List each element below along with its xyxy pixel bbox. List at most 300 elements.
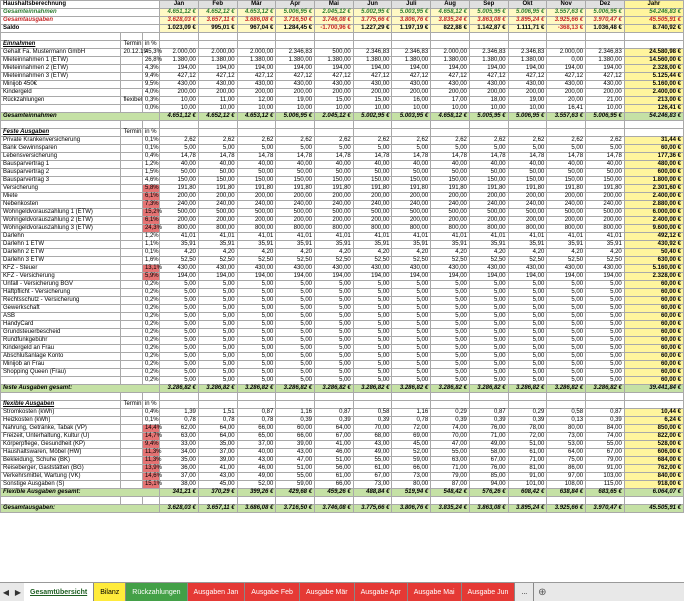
value-cell[interactable]: 14,78 bbox=[508, 153, 547, 161]
empty-cell[interactable] bbox=[198, 129, 237, 137]
termin-cell[interactable] bbox=[121, 329, 143, 337]
value-cell[interactable]: 5,00 bbox=[431, 297, 470, 305]
value-cell[interactable]: 41,01 bbox=[315, 233, 354, 241]
value-cell[interactable]: 194,00 bbox=[315, 65, 354, 73]
value-cell[interactable]: 5,00 bbox=[315, 321, 354, 329]
value-cell[interactable]: 0,39 bbox=[353, 417, 392, 425]
value-cell[interactable]: 50,00 bbox=[198, 169, 237, 177]
row-label[interactable]: Bekleidung, Schuhe (BK) bbox=[1, 457, 121, 465]
plus-circle-icon[interactable]: ⊕ bbox=[538, 586, 547, 598]
total-value[interactable]: 638,84 € bbox=[547, 489, 586, 497]
summary-value[interactable]: 3.863,08 € bbox=[469, 17, 508, 25]
percent-cell[interactable]: 0,4% bbox=[142, 409, 159, 417]
value-cell[interactable]: 2.346,83 bbox=[508, 49, 547, 57]
value-cell[interactable]: 72,00 bbox=[392, 425, 431, 433]
value-cell[interactable]: 50,00 bbox=[315, 169, 354, 177]
value-cell[interactable]: 97,00 bbox=[547, 473, 586, 481]
value-cell[interactable]: 12,00 bbox=[237, 97, 276, 105]
termin-cell[interactable] bbox=[121, 73, 143, 81]
value-cell[interactable]: 35,91 bbox=[198, 241, 237, 249]
value-cell[interactable]: 5,00 bbox=[508, 337, 547, 345]
total-value[interactable]: 39.441,84 € bbox=[624, 385, 683, 393]
value-cell[interactable]: 194,00 bbox=[586, 273, 625, 281]
value-cell[interactable]: 1,16 bbox=[276, 409, 315, 417]
termin-cell[interactable] bbox=[121, 193, 143, 201]
total-value[interactable]: 399,26 € bbox=[237, 489, 276, 497]
row-label[interactable]: Shopping Queen (Frau) bbox=[1, 369, 121, 377]
triangle-left-icon[interactable]: ◀ bbox=[2, 587, 10, 597]
value-cell[interactable]: 10,00 bbox=[315, 105, 354, 113]
value-cell[interactable]: 2.000,00 bbox=[237, 49, 276, 57]
value-cell[interactable]: 70,00 bbox=[353, 425, 392, 433]
value-cell[interactable]: 2,62 bbox=[469, 137, 508, 145]
value-cell[interactable]: 2,62 bbox=[586, 137, 625, 145]
value-cell[interactable]: 5,00 bbox=[160, 321, 199, 329]
total-value[interactable]: 3.557,63 € bbox=[547, 113, 586, 121]
value-cell[interactable]: 60,00 € bbox=[624, 305, 683, 313]
value-cell[interactable]: 492,12 € bbox=[624, 233, 683, 241]
value-cell[interactable]: 5,00 bbox=[586, 305, 625, 313]
value-cell[interactable]: 5,00 bbox=[469, 313, 508, 321]
value-cell[interactable]: 5,00 bbox=[237, 377, 276, 385]
total-value[interactable]: 3.286,82 € bbox=[276, 385, 315, 393]
value-cell[interactable]: 40,00 bbox=[237, 449, 276, 457]
value-cell[interactable]: 5,00 bbox=[198, 321, 237, 329]
sheet-tab[interactable]: Rückzahlungen bbox=[126, 583, 187, 601]
empty-cell[interactable] bbox=[160, 129, 199, 137]
value-cell[interactable]: 6,24 € bbox=[624, 417, 683, 425]
month-header[interactable]: Sep bbox=[469, 1, 508, 9]
row-label[interactable]: Haushaltswaren, Möbel (HW) bbox=[1, 449, 121, 457]
empty-cell[interactable] bbox=[237, 41, 276, 49]
percent-cell[interactable]: 9,4% bbox=[142, 73, 159, 81]
value-cell[interactable]: 800,00 bbox=[237, 225, 276, 233]
grand-total-label[interactable]: Gesamtausgaben: bbox=[1, 505, 160, 513]
value-cell[interactable]: 5,00 bbox=[508, 281, 547, 289]
value-cell[interactable]: 4,20 bbox=[392, 249, 431, 257]
value-cell[interactable]: 5,00 bbox=[586, 329, 625, 337]
value-cell[interactable]: 64,00 bbox=[198, 433, 237, 441]
empty-cell[interactable] bbox=[276, 41, 315, 49]
percent-header[interactable]: in % bbox=[142, 129, 159, 137]
row-label[interactable]: Kindergeld bbox=[1, 89, 121, 97]
percent-cell[interactable]: 0,2% bbox=[142, 329, 159, 337]
value-cell[interactable]: 52,50 bbox=[315, 257, 354, 265]
value-cell[interactable]: 55,00 bbox=[276, 473, 315, 481]
value-cell[interactable]: 2,62 bbox=[237, 137, 276, 145]
value-cell[interactable]: 200,00 bbox=[392, 193, 431, 201]
empty-cell[interactable] bbox=[547, 129, 586, 137]
value-cell[interactable]: 5,00 bbox=[315, 361, 354, 369]
value-cell[interactable]: 5,00 bbox=[160, 305, 199, 313]
value-cell[interactable]: 430,00 bbox=[586, 81, 625, 89]
value-cell[interactable]: 5,00 bbox=[353, 289, 392, 297]
value-cell[interactable]: 5,00 bbox=[237, 145, 276, 153]
value-cell[interactable]: 5,00 bbox=[276, 361, 315, 369]
value-cell[interactable]: 200,00 bbox=[276, 89, 315, 97]
value-cell[interactable]: 39,00 bbox=[198, 457, 237, 465]
percent-cell[interactable]: 4,0% bbox=[142, 89, 159, 97]
value-cell[interactable]: 2.400,00 € bbox=[624, 193, 683, 201]
total-label[interactable]: Gesamteinnahmen bbox=[1, 113, 160, 121]
value-cell[interactable]: 5,00 bbox=[237, 321, 276, 329]
value-cell[interactable]: 5,00 bbox=[198, 281, 237, 289]
value-cell[interactable]: 24.580,98 € bbox=[624, 49, 683, 57]
value-cell[interactable]: 64,00 bbox=[198, 425, 237, 433]
value-cell[interactable]: 5,00 bbox=[586, 377, 625, 385]
grand-total-value[interactable]: 3.686,08 € bbox=[237, 505, 276, 513]
summary-value[interactable]: -368,13 € bbox=[547, 25, 586, 33]
value-cell[interactable]: 200,00 bbox=[198, 193, 237, 201]
value-cell[interactable]: 200,00 bbox=[547, 217, 586, 225]
value-cell[interactable]: 55,00 bbox=[431, 449, 470, 457]
value-cell[interactable]: 427,12 bbox=[547, 73, 586, 81]
value-cell[interactable]: 194,00 bbox=[547, 65, 586, 73]
percent-cell[interactable]: 1,5% bbox=[142, 169, 159, 177]
value-cell[interactable]: 14,78 bbox=[353, 153, 392, 161]
value-cell[interactable]: 86,00 bbox=[547, 465, 586, 473]
value-cell[interactable]: 5,00 bbox=[276, 353, 315, 361]
value-cell[interactable]: 2.400,00 € bbox=[624, 89, 683, 97]
value-cell[interactable]: 194,00 bbox=[160, 65, 199, 73]
row-label[interactable]: Minijob an Frau bbox=[1, 361, 121, 369]
value-cell[interactable]: 52,50 bbox=[547, 257, 586, 265]
value-cell[interactable]: 9.600,00 € bbox=[624, 225, 683, 233]
value-cell[interactable]: 150,00 bbox=[586, 177, 625, 185]
value-cell[interactable]: 800,00 bbox=[431, 225, 470, 233]
total-value[interactable]: 6.064,07 € bbox=[624, 489, 683, 497]
value-cell[interactable]: 430,00 bbox=[315, 81, 354, 89]
grand-total-value[interactable]: 3.835,24 € bbox=[431, 505, 470, 513]
value-cell[interactable]: 5,00 bbox=[547, 289, 586, 297]
value-cell[interactable]: 240,00 bbox=[353, 201, 392, 209]
row-label[interactable]: Mieteinnahmen 3 (ETW) bbox=[1, 73, 121, 81]
value-cell[interactable]: 800,00 bbox=[315, 225, 354, 233]
value-cell[interactable]: 36,00 bbox=[160, 465, 199, 473]
row-label[interactable]: Versicherung bbox=[1, 185, 121, 193]
value-cell[interactable]: 5,00 bbox=[237, 345, 276, 353]
value-cell[interactable]: 50,00 bbox=[586, 169, 625, 177]
value-cell[interactable]: 194,00 bbox=[198, 273, 237, 281]
empty-cell[interactable] bbox=[353, 401, 392, 409]
value-cell[interactable]: 430,00 bbox=[276, 81, 315, 89]
value-cell[interactable]: 430,00 bbox=[198, 81, 237, 89]
value-cell[interactable]: 73,00 bbox=[353, 481, 392, 489]
value-cell[interactable]: 75,00 bbox=[547, 457, 586, 465]
value-cell[interactable]: 427,12 bbox=[198, 73, 237, 81]
value-cell[interactable]: 2.346,83 bbox=[353, 49, 392, 57]
value-cell[interactable]: 800,00 bbox=[276, 225, 315, 233]
value-cell[interactable]: 4,20 bbox=[237, 249, 276, 257]
row-label[interactable]: Bank Gewinnsparen bbox=[1, 145, 121, 153]
value-cell[interactable]: 427,12 bbox=[586, 73, 625, 81]
value-cell[interactable]: 200,00 bbox=[586, 89, 625, 97]
empty-cell[interactable] bbox=[469, 41, 508, 49]
value-cell[interactable]: 200,00 bbox=[198, 89, 237, 97]
value-cell[interactable]: 191,80 bbox=[160, 185, 199, 193]
value-cell[interactable]: 84,00 bbox=[586, 425, 625, 433]
row-label[interactable]: Bausparvertrag 3 bbox=[1, 177, 121, 185]
value-cell[interactable]: 5,00 bbox=[198, 289, 237, 297]
value-cell[interactable]: 5,00 bbox=[198, 297, 237, 305]
row-label[interactable]: Unfall - Versicherung BGV bbox=[1, 281, 121, 289]
value-cell[interactable]: 5,00 bbox=[586, 337, 625, 345]
total-label[interactable]: Flexible Ausgaben gesamt: bbox=[1, 489, 160, 497]
value-cell[interactable]: 0,78 bbox=[160, 417, 199, 425]
summary-value[interactable]: 3.716,50 € bbox=[276, 17, 315, 25]
value-cell[interactable]: 5,00 bbox=[392, 145, 431, 153]
percent-cell[interactable]: 0,2% bbox=[142, 353, 159, 361]
termin-cell[interactable] bbox=[121, 105, 143, 113]
value-cell[interactable]: 0,58 bbox=[353, 409, 392, 417]
value-cell[interactable]: 35,91 bbox=[469, 241, 508, 249]
percent-cell[interactable]: 0,2% bbox=[142, 361, 159, 369]
summary-label[interactable]: Saldo bbox=[1, 25, 160, 33]
value-cell[interactable]: 5,00 bbox=[547, 345, 586, 353]
value-cell[interactable]: 5,00 bbox=[198, 377, 237, 385]
value-cell[interactable]: 35,91 bbox=[586, 241, 625, 249]
month-header[interactable]: Jun bbox=[353, 1, 392, 9]
value-cell[interactable]: 4,20 bbox=[431, 249, 470, 257]
value-cell[interactable]: 194,00 bbox=[469, 65, 508, 73]
percent-cell[interactable]: 0,2% bbox=[142, 289, 159, 297]
value-cell[interactable]: 430,00 bbox=[508, 265, 547, 273]
value-cell[interactable]: 684,00 € bbox=[624, 457, 683, 465]
percent-cell[interactable]: 0,2% bbox=[142, 321, 159, 329]
value-cell[interactable]: 5,00 bbox=[276, 297, 315, 305]
total-value[interactable]: 3.286,82 € bbox=[160, 385, 199, 393]
value-cell[interactable]: 194,00 bbox=[237, 65, 276, 73]
total-value[interactable]: 54.246,83 € bbox=[624, 113, 683, 121]
value-cell[interactable]: 14,78 bbox=[276, 153, 315, 161]
value-cell[interactable]: 41,01 bbox=[469, 233, 508, 241]
row-label[interactable]: Bausparvertrag 1 bbox=[1, 161, 121, 169]
value-cell[interactable]: 52,50 bbox=[198, 257, 237, 265]
value-cell[interactable]: 194,00 bbox=[198, 65, 237, 73]
value-cell[interactable]: 5,00 bbox=[198, 329, 237, 337]
value-cell[interactable]: 5,00 bbox=[586, 361, 625, 369]
value-cell[interactable]: 5,00 bbox=[547, 369, 586, 377]
value-cell[interactable]: 52,50 bbox=[353, 257, 392, 265]
value-cell[interactable]: 430,00 bbox=[353, 265, 392, 273]
value-cell[interactable]: 35,91 bbox=[160, 241, 199, 249]
value-cell[interactable]: 5,00 bbox=[198, 305, 237, 313]
value-cell[interactable]: 5,00 bbox=[469, 281, 508, 289]
value-cell[interactable]: 1.800,00 € bbox=[624, 177, 683, 185]
value-cell[interactable]: 5,00 bbox=[276, 145, 315, 153]
value-cell[interactable]: 20,00 bbox=[547, 97, 586, 105]
row-label[interactable]: Miete bbox=[1, 193, 121, 201]
value-cell[interactable]: 76,00 bbox=[469, 425, 508, 433]
value-cell[interactable]: 5,00 bbox=[508, 369, 547, 377]
value-cell[interactable]: 66,00 bbox=[237, 425, 276, 433]
value-cell[interactable]: 40,00 bbox=[586, 161, 625, 169]
value-cell[interactable]: 5,00 bbox=[160, 337, 199, 345]
value-cell[interactable]: 850,00 € bbox=[624, 425, 683, 433]
value-cell[interactable]: 200,00 bbox=[586, 217, 625, 225]
value-cell[interactable]: 0,87 bbox=[237, 409, 276, 417]
value-cell[interactable]: 5,00 bbox=[276, 289, 315, 297]
value-cell[interactable]: 1.380,00 bbox=[198, 57, 237, 65]
value-cell[interactable]: 51,00 bbox=[315, 457, 354, 465]
value-cell[interactable]: 200,00 bbox=[353, 193, 392, 201]
value-cell[interactable]: 52,50 bbox=[160, 257, 199, 265]
value-cell[interactable]: 71,00 bbox=[508, 457, 547, 465]
value-cell[interactable]: 5,00 bbox=[160, 281, 199, 289]
percent-cell[interactable]: 0,2% bbox=[142, 369, 159, 377]
value-cell[interactable]: 91,00 bbox=[586, 465, 625, 473]
value-cell[interactable]: 240,00 bbox=[276, 201, 315, 209]
value-cell[interactable]: 5,00 bbox=[547, 313, 586, 321]
percent-cell[interactable]: 1,1% bbox=[142, 241, 159, 249]
row-label[interactable]: Stromkosten (kWh) bbox=[1, 409, 121, 417]
row-label[interactable]: Nebenkosten bbox=[1, 201, 121, 209]
row-label[interactable]: Mieteinnahmen 1 (ETW) bbox=[1, 57, 121, 65]
percent-cell[interactable]: 0,2% bbox=[142, 313, 159, 321]
termin-header[interactable]: Termin bbox=[121, 401, 143, 409]
value-cell[interactable]: 5,00 bbox=[508, 313, 547, 321]
value-cell[interactable]: 194,00 bbox=[353, 65, 392, 73]
value-cell[interactable]: 41,01 bbox=[276, 233, 315, 241]
sheet-tab[interactable]: Ausgabe Mär bbox=[300, 583, 355, 601]
value-cell[interactable]: 191,80 bbox=[547, 185, 586, 193]
percent-cell[interactable]: 1,6% bbox=[142, 257, 159, 265]
value-cell[interactable]: 500,00 bbox=[353, 209, 392, 217]
percent-header[interactable]: in % bbox=[142, 41, 159, 49]
value-cell[interactable]: 1.380,00 bbox=[586, 57, 625, 65]
value-cell[interactable]: 191,80 bbox=[315, 185, 354, 193]
value-cell[interactable]: 14,78 bbox=[586, 153, 625, 161]
value-cell[interactable]: 5,00 bbox=[469, 289, 508, 297]
summary-label[interactable]: Gesamtausgaben bbox=[1, 17, 160, 25]
value-cell[interactable]: 200,00 bbox=[198, 217, 237, 225]
termin-cell[interactable] bbox=[121, 321, 143, 329]
month-header[interactable]: Mai bbox=[315, 1, 354, 9]
value-cell[interactable]: 4,20 bbox=[160, 249, 199, 257]
termin-cell[interactable] bbox=[121, 217, 143, 225]
value-cell[interactable]: 5,00 bbox=[160, 313, 199, 321]
value-cell[interactable]: 4,20 bbox=[276, 249, 315, 257]
value-cell[interactable]: 200,00 bbox=[160, 217, 199, 225]
value-cell[interactable]: 5,00 bbox=[392, 297, 431, 305]
value-cell[interactable]: 191,80 bbox=[586, 185, 625, 193]
month-header[interactable]: Jan bbox=[160, 1, 199, 9]
value-cell[interactable]: 14,78 bbox=[198, 153, 237, 161]
value-cell[interactable]: 49,00 bbox=[469, 441, 508, 449]
termin-cell[interactable] bbox=[121, 89, 143, 97]
summary-value[interactable]: 3.925,66 € bbox=[547, 17, 586, 25]
value-cell[interactable]: 2.328,00 € bbox=[624, 65, 683, 73]
value-cell[interactable]: 63,00 bbox=[160, 433, 199, 441]
value-cell[interactable]: 800,00 bbox=[547, 225, 586, 233]
value-cell[interactable]: 49,00 bbox=[353, 449, 392, 457]
total-value[interactable]: 429,68 € bbox=[276, 489, 315, 497]
value-cell[interactable]: 0,87 bbox=[315, 409, 354, 417]
value-cell[interactable]: 500,00 bbox=[469, 209, 508, 217]
row-label[interactable]: Wohngeldvorauszahlung 3 (ETW) bbox=[1, 225, 121, 233]
value-cell[interactable]: 52,50 bbox=[392, 257, 431, 265]
total-value[interactable]: 370,29 € bbox=[198, 489, 237, 497]
termin-cell[interactable] bbox=[121, 137, 143, 145]
value-cell[interactable]: 40,00 bbox=[469, 161, 508, 169]
month-header[interactable]: Juli bbox=[392, 1, 431, 9]
value-cell[interactable]: 2,62 bbox=[160, 137, 199, 145]
value-cell[interactable]: 5,00 bbox=[431, 313, 470, 321]
value-cell[interactable]: 5.160,00 € bbox=[624, 81, 683, 89]
percent-cell[interactable]: 24,3% bbox=[142, 225, 159, 233]
value-cell[interactable]: 5.160,00 € bbox=[624, 265, 683, 273]
value-cell[interactable]: 528,00 € bbox=[624, 441, 683, 449]
value-cell[interactable]: 5,00 bbox=[198, 361, 237, 369]
value-cell[interactable]: 40,00 bbox=[547, 161, 586, 169]
value-cell[interactable]: 191,80 bbox=[469, 185, 508, 193]
value-cell[interactable]: 5,00 bbox=[431, 329, 470, 337]
value-cell[interactable]: 2,62 bbox=[315, 137, 354, 145]
value-cell[interactable]: 40,00 bbox=[160, 161, 199, 169]
summary-value[interactable]: 4.651,12 € bbox=[160, 9, 199, 17]
value-cell[interactable]: 46,00 bbox=[237, 465, 276, 473]
value-cell[interactable]: 2.346,83 bbox=[392, 49, 431, 57]
value-cell[interactable]: 61,00 bbox=[315, 473, 354, 481]
value-cell[interactable]: 50,00 bbox=[469, 169, 508, 177]
value-cell[interactable]: 74,00 bbox=[431, 425, 470, 433]
percent-cell[interactable]: 14,7% bbox=[142, 433, 159, 441]
value-cell[interactable]: 5,00 bbox=[237, 289, 276, 297]
value-cell[interactable]: 0,78 bbox=[198, 417, 237, 425]
value-cell[interactable]: 430,00 bbox=[392, 81, 431, 89]
percent-cell[interactable]: 15,2% bbox=[142, 209, 159, 217]
percent-cell[interactable]: 15,1% bbox=[142, 481, 159, 489]
value-cell[interactable]: 822,00 € bbox=[624, 433, 683, 441]
value-cell[interactable]: 240,00 bbox=[160, 201, 199, 209]
value-cell[interactable]: 5,00 bbox=[392, 321, 431, 329]
value-cell[interactable]: 5,00 bbox=[547, 305, 586, 313]
value-cell[interactable]: 5,00 bbox=[392, 369, 431, 377]
value-cell[interactable]: 194,00 bbox=[586, 65, 625, 73]
value-cell[interactable]: 50,00 bbox=[392, 169, 431, 177]
percent-cell[interactable]: 4,6% bbox=[142, 177, 159, 185]
value-cell[interactable]: 4,20 bbox=[508, 249, 547, 257]
empty-cell[interactable] bbox=[431, 41, 470, 49]
value-cell[interactable]: 14,78 bbox=[237, 153, 276, 161]
value-cell[interactable]: 5,00 bbox=[586, 145, 625, 153]
value-cell[interactable]: 2,62 bbox=[353, 137, 392, 145]
value-cell[interactable]: 35,91 bbox=[237, 241, 276, 249]
value-cell[interactable]: 200,00 bbox=[508, 217, 547, 225]
value-cell[interactable]: 46,00 bbox=[315, 449, 354, 457]
termin-cell[interactable] bbox=[121, 417, 143, 425]
empty-cell[interactable] bbox=[353, 129, 392, 137]
value-cell[interactable]: 5,00 bbox=[586, 297, 625, 305]
row-label[interactable]: Rückzahlungen bbox=[1, 97, 121, 105]
value-cell[interactable]: 5,00 bbox=[198, 353, 237, 361]
value-cell[interactable]: 52,00 bbox=[237, 481, 276, 489]
value-cell[interactable]: 5,00 bbox=[547, 297, 586, 305]
percent-cell[interactable]: 5,9% bbox=[142, 273, 159, 281]
value-cell[interactable]: 5,00 bbox=[547, 145, 586, 153]
value-cell[interactable]: 191,80 bbox=[431, 185, 470, 193]
value-cell[interactable]: 10,00 bbox=[237, 105, 276, 113]
value-cell[interactable]: 5,00 bbox=[508, 361, 547, 369]
termin-cell[interactable] bbox=[121, 265, 143, 273]
value-cell[interactable]: 71,00 bbox=[431, 465, 470, 473]
row-label[interactable] bbox=[1, 377, 121, 385]
grand-total-value[interactable]: 3.716,50 € bbox=[276, 505, 315, 513]
summary-value[interactable]: 3.835,24 € bbox=[431, 17, 470, 25]
value-cell[interactable]: 240,00 bbox=[547, 201, 586, 209]
value-cell[interactable]: 4,20 bbox=[469, 249, 508, 257]
percent-cell[interactable]: 0,2% bbox=[142, 337, 159, 345]
